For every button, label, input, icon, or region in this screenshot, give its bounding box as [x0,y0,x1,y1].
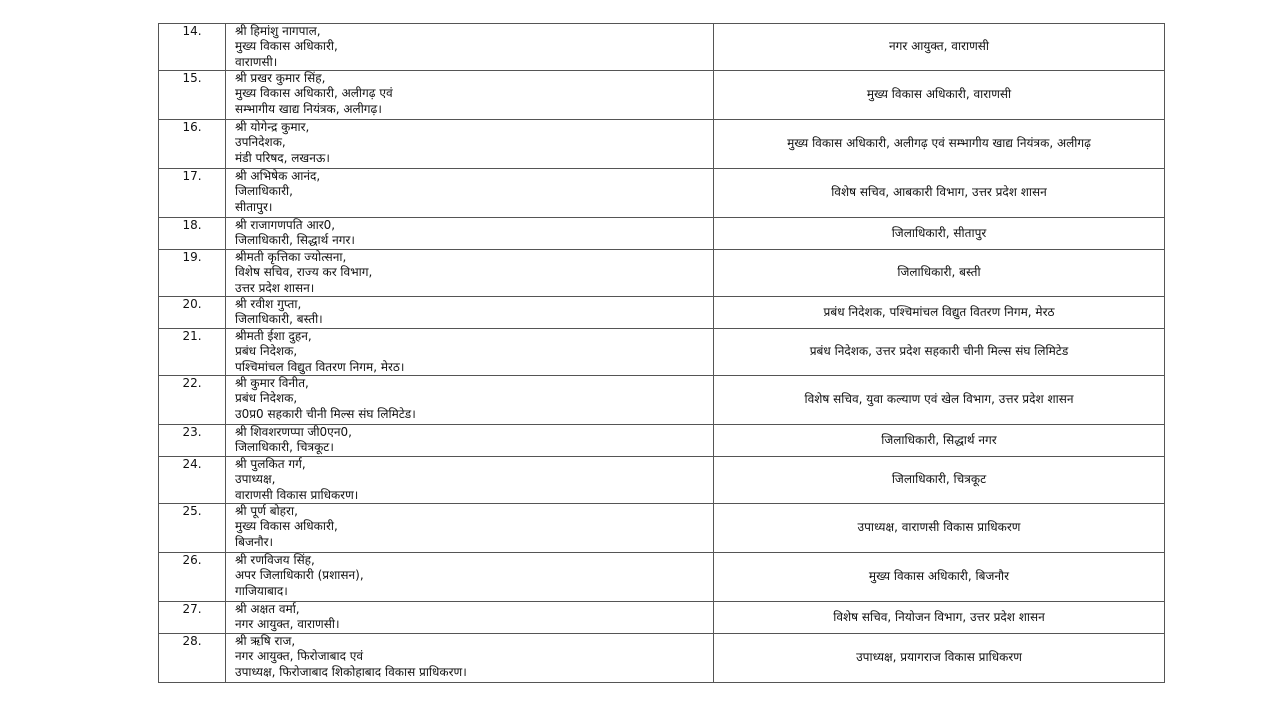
officer-current-posting [226,602,714,634]
serial-number: 16. [159,120,226,169]
officer-detail-line: श्री रवीश गुप्ता, [235,297,302,311]
officer-detail-line: प्रबंध निदेशक, [235,344,298,359]
officer-current-posting [226,376,714,425]
table-row [159,329,1165,376]
table-row [159,71,1165,120]
table-row [159,376,1165,425]
officer-current-posting [226,120,714,169]
table-row [159,120,1165,169]
table-row [159,504,1165,553]
new-posting: विशेष सचिव, युवा कल्याण एवं खेल विभाग, उत्तर प्रदेश शासन [714,376,1165,425]
serial-number: 18. [159,218,226,250]
new-posting: नगर आयुक्त, वाराणसी [714,24,1165,71]
officer-detail-line: नगर आयुक्त, फिरोजाबाद एवं [235,649,364,664]
officer-detail-line: जिलाधिकारी, बस्ती। [235,312,323,327]
table-row [159,602,1165,634]
new-posting: जिलाधिकारी, बस्ती [714,250,1165,297]
serial-number: 20. [159,297,226,329]
officer-current-posting [226,250,714,297]
new-posting: उपाध्यक्ष, वाराणसी विकास प्राधिकरण [714,504,1165,553]
officer-detail-line: मुख्य विकास अधिकारी, [235,519,338,534]
serial-number: 19. [159,250,226,297]
serial-number: 14. [159,24,226,71]
serial-number: 21. [159,329,226,376]
officer-detail-line: विशेष सचिव, राज्य कर विभाग, [235,265,373,280]
table-row [159,218,1165,250]
officer-detail-line: उपाध्यक्ष, [235,472,276,487]
serial-number: 22. [159,376,226,425]
new-posting: जिलाधिकारी, चित्रकूट [714,457,1165,504]
transfer-table [158,23,1165,683]
new-posting: मुख्य विकास अधिकारी, वाराणसी [714,71,1165,120]
serial-number: 27. [159,602,226,634]
officer-detail-line: वाराणसी। [235,54,278,69]
officer-detail-line: अपर जिलाधिकारी (प्रशासन), [235,568,364,583]
officer-current-posting [226,218,714,250]
new-posting: मुख्य विकास अधिकारी, बिजनौर [714,553,1165,602]
officer-detail-line: श्री अभिषेक आनंद, [235,169,321,183]
new-posting: मुख्य विकास अधिकारी, अलीगढ़ एवं सम्भागीय खाद्य नियंत्रक, अलीगढ़ [714,120,1165,169]
new-posting: विशेष सचिव, नियोजन विभाग, उत्तर प्रदेश शासन [714,602,1165,634]
table-row [159,553,1165,602]
table-row [159,457,1165,504]
officer-current-posting [226,24,714,71]
officer-detail-line: श्री प्रखर कुमार सिंह, [235,71,326,85]
officer-detail-line: श्री हिमांशु नागपाल, [235,24,321,38]
serial-number: 25. [159,504,226,553]
table-row [159,250,1165,297]
officer-detail-line: उ0प्र0 सहकारी चीनी मिल्स संघ लिमिटेड। [235,406,416,421]
serial-number: 15. [159,71,226,120]
officer-detail-line: श्री ऋषि राज, [235,634,296,648]
officer-detail-line: सीतापुर। [235,199,273,214]
officer-detail-line: मुख्य विकास अधिकारी, [235,39,338,54]
table-row [159,24,1165,71]
officer-detail-line: नगर आयुक्त, वाराणसी। [235,617,340,632]
serial-number: 26. [159,553,226,602]
officer-detail-line: वाराणसी विकास प्राधिकरण। [235,487,359,502]
officer-current-posting [226,297,714,329]
officer-detail-line: जिलाधिकारी, चित्रकूट। [235,440,334,455]
officer-detail-line: बिजनौर। [235,534,274,549]
transfer-table-body [159,24,1165,683]
officer-detail-line: श्री कुमार विनीत, [235,376,309,390]
officer-detail-line: श्री शिवशरणप्पा जी0एन0, [235,425,352,439]
officer-detail-line: श्री राजागणपति आर0, [235,218,336,232]
officer-current-posting [226,457,714,504]
officer-detail-line: जिलाधिकारी, सिद्धार्थ नगर। [235,233,355,248]
officer-detail-line: श्रीमती कृत्तिका ज्योत्सना, [235,250,347,264]
new-posting: विशेष सचिव, आबकारी विभाग, उत्तर प्रदेश शासन [714,169,1165,218]
officer-current-posting [226,553,714,602]
new-posting: प्रबंध निदेशक, उत्तर प्रदेश सहकारी चीनी मिल्स संघ लिमिटेड [714,329,1165,376]
officer-current-posting [226,71,714,120]
officer-current-posting [226,329,714,376]
table-row [159,169,1165,218]
officer-detail-line: श्री पुलकित गर्ग, [235,457,306,471]
table-row [159,297,1165,329]
officer-current-posting [226,504,714,553]
officer-current-posting [226,425,714,457]
officer-detail-line: श्री रणविजय सिंह, [235,553,315,567]
officer-detail-line: श्रीमती ईशा दुहन, [235,329,312,343]
officer-detail-line: सम्भागीय खाद्य नियंत्रक, अलीगढ़। [235,101,382,116]
new-posting: प्रबंध निदेशक, पश्चिमांचल विद्युत वितरण निगम, मेरठ [714,297,1165,329]
officer-detail-line: उपाध्यक्ष, फिरोजाबाद शिकोहाबाद विकास प्राधिकरण। [235,664,467,679]
officer-detail-line: मंडी परिषद, लखनऊ। [235,150,330,165]
officer-detail-line: मुख्य विकास अधिकारी, अलीगढ़ एवं [235,86,393,101]
new-posting: जिलाधिकारी, सिद्धार्थ नगर [714,425,1165,457]
new-posting: जिलाधिकारी, सीतापुर [714,218,1165,250]
serial-number: 23. [159,425,226,457]
serial-number: 28. [159,634,226,683]
officer-detail-line: श्री योगेन्द्र कुमार, [235,120,310,134]
officer-detail-line: प्रबंध निदेशक, [235,391,298,406]
officer-detail-line: उत्तर प्रदेश शासन। [235,280,315,295]
officer-detail-line: पश्चिमांचल विद्युत वितरण निगम, मेरठ। [235,359,405,374]
table-row [159,425,1165,457]
table-row [159,634,1165,683]
serial-number: 24. [159,457,226,504]
officer-detail-line: गाजियाबाद। [235,583,288,598]
serial-number: 17. [159,169,226,218]
officer-current-posting [226,169,714,218]
new-posting: उपाध्यक्ष, प्रयागराज विकास प्राधिकरण [714,634,1165,683]
officer-detail-line: श्री अक्षत वर्मा, [235,602,300,616]
officer-detail-line: श्री पूर्ण बोहरा, [235,504,298,518]
officer-detail-line: उपनिदेशक, [235,135,286,150]
officer-detail-line: जिलाधिकारी, [235,184,293,199]
officer-current-posting [226,634,714,683]
